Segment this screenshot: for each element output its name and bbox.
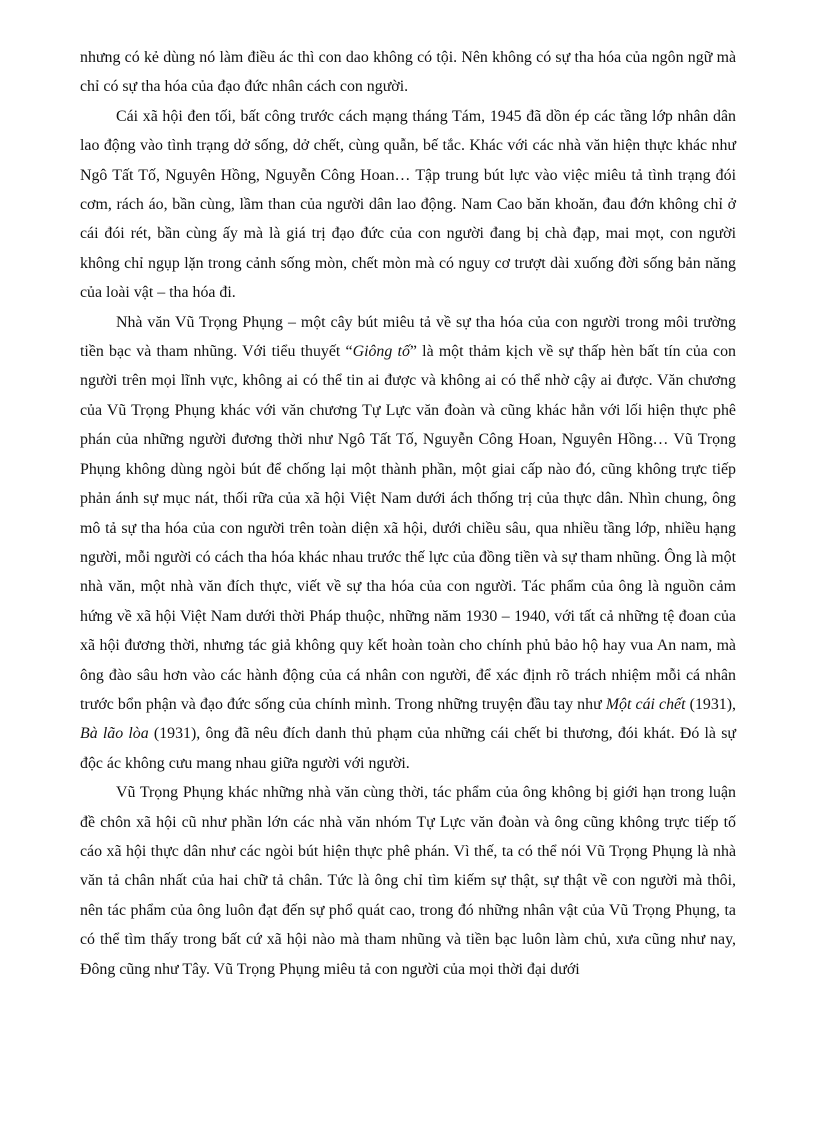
document-page xyxy=(80,43,736,984)
paragraph-4 xyxy=(80,778,736,984)
italic-title: Một cái chết xyxy=(605,695,686,713)
italic-title: Bà lão lòa xyxy=(80,725,149,743)
text-run: Cái xã hội đen tối, bất công trước cách mạng tháng Tám, 1945 đã dồn ép các tầng lớp nhân dân lao động vào tình trạng dở sống, dở chết, cùng quẫn, bế tắc. Khác với các nhà văn hiện thực khác như Ngô Tất Tố, Nguyên Hồng, Nguyễn Công Hoan… Tập trung bút lực vào việc miêu tả tình trạng đói cơm, rách áo, bần cùng, lầm than của người dân lao động. Nam Cao băn khoăn, đau đớn không chỉ ở cái đói rét, bần cùng ấy mà là giá trị đạo đức của con người đang bị chà đạp, mai mọt, con người không chỉ ngụp lặn trong cảnh sống mòn, chết mòn mà có nguy cơ trượt dài xuống đời sống bản năng của loài vật – tha hóa đi. xyxy=(80,107,736,302)
text-run: nhưng có kẻ dùng nó làm điều ác thì con dao không có tội. Nên không có sự tha hóa của ngôn ngữ mà chỉ có sự tha hóa của đạo đức nhân cách con người. xyxy=(80,49,736,96)
text-run: Nhà văn Vũ Trọng Phụng – một cây bút miêu tả về sự tha hóa của con người trong môi trường tiền bạc và tham nhũng. Với tiểu thuyết “ xyxy=(80,313,736,361)
text-run: Vũ Trọng Phụng khác những nhà văn cùng thời, tác phẩm của ông không bị giới hạn trong luận đề chôn xã hội cũ như phần lớn các nhà văn nhóm Tự Lực văn đoàn và ông cũng không trực tiếp tố cáo xã hội thực dân như các ngòi bút hiện thực phê phán. Vì thế, ta có thể nói Vũ Trọng Phụng là nhà văn tả chân nhất của hai chữ tả chân. Tức là ông chỉ tìm kiếm sự thật, sự thật về con người mà thôi, nên tác phẩm của ông luôn đạt đến sự phổ quát cao, trong đó những nhân vật của Vũ Trọng Phụng, ta có thể tìm thấy trong bất cứ xã hội nào mà tham nhũng và tiền bạc luôn làm chủ, xưa cũng như nay, Đông cũng như Tây. Vũ Trọng Phụng miêu tả con người của mọi thời đại dưới xyxy=(80,784,736,978)
paragraph-3 xyxy=(80,308,736,779)
text-run: (1931), xyxy=(685,695,736,713)
italic-title: Giông tố xyxy=(352,343,410,361)
paragraph-2 xyxy=(80,102,736,308)
text-run: ” là một thảm kịch về sự thấp hèn bất tín của con người trên mọi lĩnh vực, không ai có thể tin ai được và không ai có thể nhờ cậy ai được. Văn chương của Vũ Trọng Phụng khác với văn chương Tự Lực văn đoàn và cũng khác hẳn với lối hiện thực phê phán của những người đương thời như Ngô Tất Tố, Nguyễn Công Hoan, Nguyên Hồng… Vũ Trọng Phụng không dùng ngòi bút để chống lại một thành phần, một giai cấp nào đó, cũng không trực tiếp phản ánh sự mục nát, thối rữa của xã hội Việt Nam dưới ách thống trị của thực dân. Nhìn chung, ông mô tả sự tha hóa của con người trên toàn diện xã hội, dưới chiều sâu, qua nhiều tầng lớp, nhiều hạng người, mỗi người có cách tha hóa khác nhau trước thế lực của đồng tiền và sự tham nhũng. Ông là một nhà văn, một nhà văn đích thực, viết về sự tha hóa của con người. Tác phẩm của ông là nguồn cảm hứng về xã hội Việt Nam dưới thời Pháp thuộc, những năm 1930 – 1940, với tất cả những tệ đoan của xã hội đương thời, nhưng tác giả không quy kết hoàn toàn cho chính phủ bảo hộ hay vua An nam, mà ông đào sâu hơn vào các hành động của cá nhân con người, để xác định rõ trách nhiệm mỗi cá nhân trước bổn phận và đạo đức sống của chính mình. Trong những truyện đầu tay như xyxy=(80,343,736,713)
text-run: (1931), ông đã nêu đích danh thủ phạm của những cái chết bi thương, đói khát. Đó là sự độc ác không cưu mang nhau giữa người với người. xyxy=(80,725,736,772)
paragraph-1 xyxy=(80,43,736,102)
